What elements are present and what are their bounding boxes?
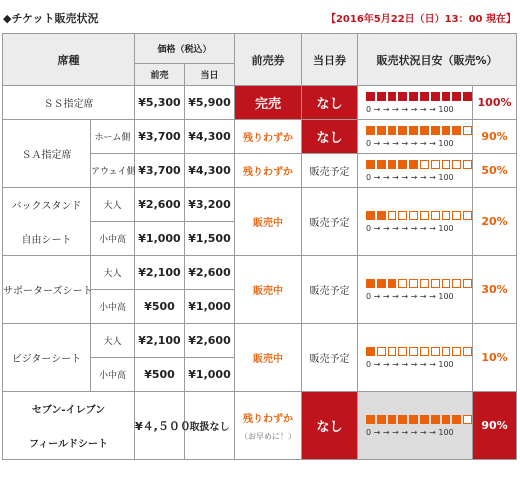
empty-box bbox=[420, 347, 429, 356]
sales-bar bbox=[358, 120, 473, 154]
sales-bar bbox=[358, 392, 473, 460]
sold-box bbox=[420, 92, 429, 101]
seat-sub: アウェイ側 bbox=[91, 154, 135, 188]
sameday-status: なし bbox=[302, 392, 358, 460]
sold-box bbox=[420, 415, 429, 424]
sold-box bbox=[388, 92, 397, 101]
seat-sub: 大人 bbox=[91, 324, 135, 358]
table-row bbox=[3, 256, 517, 290]
page-header bbox=[0, 0, 520, 30]
as-of-date: 【2016年5月22日（日）13：00 現在】 bbox=[325, 14, 516, 25]
sameday-price: 取扱なし bbox=[185, 392, 235, 460]
advance-price: ¥3,700 bbox=[135, 154, 185, 188]
sameday-price: ¥2,600 bbox=[185, 256, 235, 290]
empty-box bbox=[388, 211, 397, 220]
scale-text: 0 → → → → → → → 100 bbox=[366, 172, 454, 182]
seat-sub: 大人 bbox=[91, 188, 135, 222]
seat-name: バックスタンド bbox=[3, 188, 91, 222]
empty-box bbox=[420, 160, 429, 169]
empty-box bbox=[431, 160, 440, 169]
sales-bar bbox=[358, 324, 473, 392]
sold-box bbox=[366, 211, 375, 220]
advance-status: 残りわずか bbox=[235, 154, 302, 188]
seat-sub: 小中高 bbox=[91, 222, 135, 256]
sold-box bbox=[366, 415, 375, 424]
seat-name: ＳＡ指定席 bbox=[3, 120, 91, 188]
sold-box bbox=[442, 415, 451, 424]
col-price: 価格（税込） bbox=[135, 34, 235, 64]
advance-status: 販売中 bbox=[235, 324, 302, 392]
sameday-price: ¥1,000 bbox=[185, 358, 235, 392]
sold-box bbox=[398, 126, 407, 135]
empty-box bbox=[452, 279, 461, 288]
sales-percent: 50% bbox=[473, 154, 517, 188]
sameday-price: ¥4,300 bbox=[185, 120, 235, 154]
empty-box bbox=[398, 279, 407, 288]
sold-box bbox=[431, 415, 440, 424]
seat-name: セブン-イレブン bbox=[3, 392, 135, 426]
seat-name: ビジターシート bbox=[3, 324, 91, 392]
col-sameday: 当日 bbox=[185, 64, 235, 86]
empty-box bbox=[463, 126, 472, 135]
empty-box bbox=[452, 347, 461, 356]
sales-bar bbox=[358, 256, 473, 324]
advance-status: 完売 bbox=[235, 86, 302, 120]
scale-text: 0 → → → → → → → 100 bbox=[366, 291, 454, 301]
advance-price: ¥2,100 bbox=[135, 324, 185, 358]
advance-status: 販売中 bbox=[235, 256, 302, 324]
seat-name-2: フィールドシート bbox=[3, 426, 135, 460]
advance-status-note: （お早めに！） bbox=[240, 431, 297, 441]
advance-status bbox=[235, 392, 302, 460]
empty-box bbox=[420, 211, 429, 220]
advance-price: ¥500 bbox=[135, 290, 185, 324]
sold-box bbox=[398, 415, 407, 424]
empty-box bbox=[388, 347, 397, 356]
sold-box bbox=[377, 415, 386, 424]
empty-box bbox=[431, 279, 440, 288]
sales-percent: 20% bbox=[473, 188, 517, 256]
sold-box bbox=[398, 92, 407, 101]
sales-percent: 100% bbox=[473, 86, 517, 120]
sold-box bbox=[366, 347, 375, 356]
empty-box bbox=[442, 279, 451, 288]
sameday-price: ¥1,500 bbox=[185, 222, 235, 256]
col-sameday-ticket: 当日券 bbox=[302, 34, 358, 86]
empty-box bbox=[452, 160, 461, 169]
scale-text: 0 → → → → → → → 100 bbox=[366, 138, 454, 148]
sold-box bbox=[366, 92, 375, 101]
sameday-price: ¥5,900 bbox=[185, 86, 235, 120]
sameday-status: 販売予定 bbox=[302, 188, 358, 256]
empty-box bbox=[409, 211, 418, 220]
page-title: ◆チケット販売状況 bbox=[3, 12, 99, 25]
sameday-price: ¥3,200 bbox=[185, 188, 235, 222]
advance-price: ¥500 bbox=[135, 358, 185, 392]
sameday-price: ¥4,300 bbox=[185, 154, 235, 188]
sold-box bbox=[409, 160, 418, 169]
scale-text: 0 → → → → → → → 100 bbox=[366, 427, 454, 437]
empty-box bbox=[431, 211, 440, 220]
advance-price: ¥1,000 bbox=[135, 222, 185, 256]
table-row bbox=[3, 120, 517, 154]
sales-percent: 10% bbox=[473, 324, 517, 392]
seat-name-2: 自由シート bbox=[3, 222, 91, 256]
sold-box bbox=[431, 92, 440, 101]
seat-sub: 小中高 bbox=[91, 290, 135, 324]
sameday-status: なし bbox=[302, 120, 358, 154]
sold-box bbox=[463, 92, 472, 101]
sameday-price: ¥1,000 bbox=[185, 290, 235, 324]
sameday-status: なし bbox=[302, 86, 358, 120]
sameday-status: 販売予定 bbox=[302, 256, 358, 324]
sold-box bbox=[388, 279, 397, 288]
sales-bar bbox=[358, 86, 473, 120]
col-seat: 席種 bbox=[3, 34, 135, 86]
advance-status: 残りわずか bbox=[235, 120, 302, 154]
seat-sub: ホーム側 bbox=[91, 120, 135, 154]
sold-box bbox=[377, 160, 386, 169]
empty-box bbox=[409, 279, 418, 288]
empty-box bbox=[431, 347, 440, 356]
sold-box bbox=[377, 92, 386, 101]
seat-name: ＳＳ指定席 bbox=[3, 86, 135, 120]
scale-text: 0 → → → → → → → 100 bbox=[366, 104, 454, 114]
sold-box bbox=[377, 126, 386, 135]
empty-box bbox=[442, 160, 451, 169]
sold-box bbox=[388, 126, 397, 135]
sales-percent: 30% bbox=[473, 256, 517, 324]
sales-bar bbox=[358, 188, 473, 256]
table-row bbox=[3, 324, 517, 358]
advance-price: ¥2,100 bbox=[135, 256, 185, 290]
col-advance-ticket: 前売券 bbox=[235, 34, 302, 86]
sameday-price: ¥2,600 bbox=[185, 324, 235, 358]
empty-box bbox=[452, 211, 461, 220]
advance-status-label: 残りわずか bbox=[243, 413, 294, 425]
sold-box bbox=[377, 279, 386, 288]
sold-box bbox=[388, 415, 397, 424]
advance-price: ¥5,300 bbox=[135, 86, 185, 120]
seat-sub: 小中高 bbox=[91, 358, 135, 392]
sameday-status: 販売予定 bbox=[302, 154, 358, 188]
col-advance: 前売 bbox=[135, 64, 185, 86]
empty-box bbox=[463, 415, 472, 424]
sold-box bbox=[452, 415, 461, 424]
empty-box bbox=[463, 279, 472, 288]
sold-box bbox=[366, 160, 375, 169]
empty-box bbox=[398, 347, 407, 356]
sold-box bbox=[452, 126, 461, 135]
table-row bbox=[3, 86, 517, 120]
empty-box bbox=[409, 347, 418, 356]
scale-text: 0 → → → → → → → 100 bbox=[366, 359, 454, 369]
table-row bbox=[3, 188, 517, 222]
sold-box bbox=[366, 279, 375, 288]
advance-price: ¥2,600 bbox=[135, 188, 185, 222]
advance-price: ¥3,700 bbox=[135, 120, 185, 154]
sold-box bbox=[409, 415, 418, 424]
sold-box bbox=[452, 92, 461, 101]
seat-name: サポーターズシート bbox=[3, 256, 91, 324]
sold-box bbox=[366, 126, 375, 135]
empty-box bbox=[463, 211, 472, 220]
empty-box bbox=[442, 211, 451, 220]
ticket-status-table bbox=[2, 33, 517, 460]
sold-box bbox=[409, 92, 418, 101]
col-status-guide: 販売状況目安（販売%） bbox=[358, 34, 517, 86]
sold-box bbox=[398, 160, 407, 169]
sold-box bbox=[431, 126, 440, 135]
advance-status: 販売中 bbox=[235, 188, 302, 256]
empty-box bbox=[463, 347, 472, 356]
empty-box bbox=[420, 279, 429, 288]
seat-sub: 大人 bbox=[91, 256, 135, 290]
sold-box bbox=[377, 211, 386, 220]
sales-bar bbox=[358, 154, 473, 188]
sales-percent: 90% bbox=[473, 392, 517, 460]
table-row bbox=[3, 392, 517, 426]
empty-box bbox=[442, 347, 451, 356]
empty-box bbox=[463, 160, 472, 169]
sameday-status: 販売予定 bbox=[302, 324, 358, 392]
empty-box bbox=[398, 211, 407, 220]
sold-box bbox=[409, 126, 418, 135]
sold-box bbox=[442, 92, 451, 101]
advance-price: ¥４,５００ bbox=[135, 392, 185, 460]
sold-box bbox=[420, 126, 429, 135]
scale-text: 0 → → → → → → → 100 bbox=[366, 223, 454, 233]
sold-box bbox=[442, 126, 451, 135]
sales-percent: 90% bbox=[473, 120, 517, 154]
empty-box bbox=[377, 347, 386, 356]
sold-box bbox=[388, 160, 397, 169]
